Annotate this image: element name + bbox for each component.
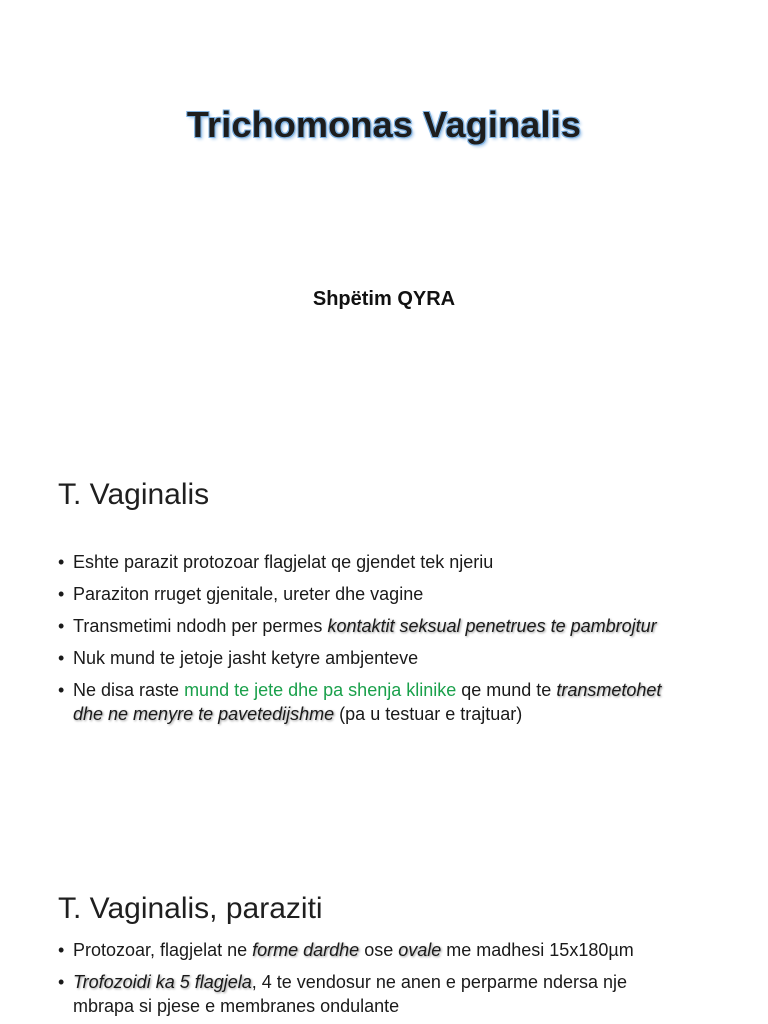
bullet-item: [58, 938, 688, 962]
bullet-text: Transmetimi ndodh per permes: [73, 616, 328, 636]
emphasized-text: kontaktit seksual penetrues te pambrojtur: [327, 616, 657, 636]
bullet-item: [58, 550, 688, 574]
bullet-item: [58, 582, 688, 606]
bullet-text: me madhesi 15x180µm: [441, 940, 634, 960]
bullet-text: (pa u testuar e trajtuar): [334, 704, 523, 724]
bullet-item: [58, 678, 688, 726]
parasite-slide: [0, 860, 768, 1024]
emphasized-text: Trofozoidi ka 5 flagjela: [73, 972, 252, 992]
author-name: Shpëtim QYRA: [312, 288, 456, 310]
bullet-list: [58, 938, 688, 1024]
bullet-text: ose: [359, 940, 399, 960]
slide-heading: T. Vaginalis, paraziti: [58, 892, 323, 925]
bullet-item: [58, 646, 688, 670]
bullet-text: Nuk mund te jetoje jasht ketyre ambjenteve: [73, 648, 419, 668]
emphasized-text: ovale: [398, 940, 442, 960]
bullet-text: Ne disa raste: [73, 680, 185, 700]
bullet-list: [58, 550, 688, 734]
bullet-text: Protozoar, flagjelat ne: [73, 940, 253, 960]
bullet-text: Paraziton rruget gjenitale, ureter dhe vagine: [73, 584, 424, 604]
bullet-text: , 4 te vendosur ne anen e perparme ndersa nje mbrapa si pjese e membranes ondulante: [73, 972, 628, 1016]
bullet-text: Eshte parazit protozoar flagjelat qe gjendet tek njeriu: [73, 552, 494, 572]
bullet-item: [58, 614, 688, 638]
highlighted-text: mund te jete dhe pa shenja klinike: [184, 680, 457, 700]
presentation-title: Trichomonas Vaginalis: [186, 104, 582, 145]
emphasized-text: transmetohet dhe ne menyre te pavetedijshme: [73, 680, 662, 724]
title-slide: [0, 0, 768, 440]
emphasized-text: forme dardhe: [252, 940, 360, 960]
bullet-item: [58, 970, 688, 1018]
bullet-text: qe mund te: [456, 680, 557, 700]
slide-heading: T. Vaginalis: [58, 478, 210, 511]
overview-slide: [0, 440, 768, 860]
